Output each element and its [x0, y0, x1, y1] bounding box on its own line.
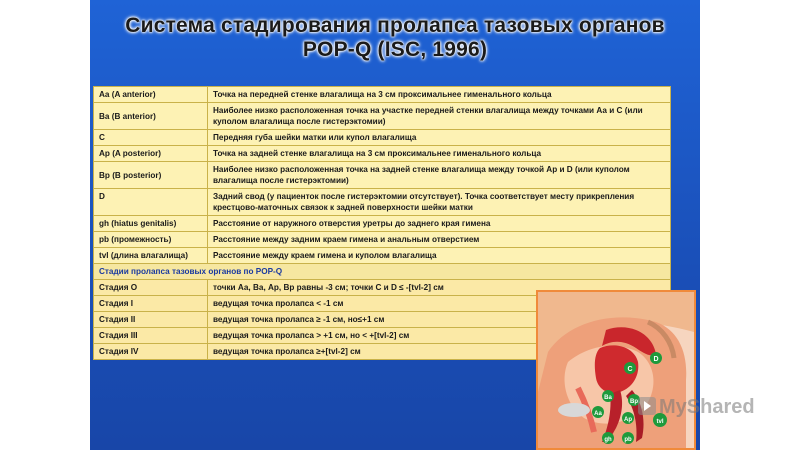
- point-description: Расстояние от наружного отверстия уретры до заднего края гимена: [208, 216, 671, 232]
- stages-heading-row: [94, 264, 671, 280]
- diagram-label: C: [627, 366, 633, 373]
- stage-description: ведущая точка пролапса > +1 см, но < +[tvl-2] см: [208, 328, 671, 344]
- point-description: Расстояние между задним краем гимена и анальным отверстием: [208, 232, 671, 248]
- page-title: [90, 14, 700, 62]
- point-description: Расстояние между краем гимена и куполом влагалища: [208, 248, 671, 264]
- diagram-label: Ba: [604, 395, 612, 401]
- stage-name: Стадия I: [94, 296, 208, 312]
- stage-description: ведущая точка пролапса < -1 см: [208, 296, 671, 312]
- point-name: Ap (A posterior): [94, 146, 208, 162]
- table-row: [94, 216, 671, 232]
- stage-name: Стадия III: [94, 328, 208, 344]
- point-marker-gh: [602, 432, 614, 444]
- point-description: Наиболее низко расположенная точка на задней стенке влагалища между точкой Ар и D (или куполом влагалища после гистерэктомии): [208, 162, 671, 189]
- point-name: D: [94, 189, 208, 216]
- point-description: Точка на задней стенке влагалища на 3 см проксимальнее гименального кольца: [208, 146, 671, 162]
- stages-heading: Стадии пролапса тазовых органов по POP-Q: [94, 264, 671, 280]
- stage-name: Стадия II: [94, 312, 208, 328]
- title-line-2: POP-Q (ISC, 1996): [302, 38, 488, 61]
- point-marker-ba: [602, 390, 614, 402]
- point-description: Передняя губа шейки матки или купол влагалища: [208, 130, 671, 146]
- point-name: Bp (B posterior): [94, 162, 208, 189]
- table-row: [94, 232, 671, 248]
- point-name: tvl (длина влагалища): [94, 248, 208, 264]
- diagram-label: Ap: [624, 417, 632, 423]
- table-row: [94, 248, 671, 264]
- diagram-label: Bp: [630, 399, 638, 405]
- pelvic-anatomy-diagram: [536, 290, 696, 450]
- diagram-point-labels: [538, 292, 694, 448]
- table-row: [94, 87, 671, 103]
- title-line-1: Система стадирования пролапса тазовых органов: [125, 14, 665, 37]
- table-row: [94, 189, 671, 216]
- watermark-text: MyShared: [659, 396, 755, 418]
- diagram-label: tvl: [656, 419, 664, 425]
- point-marker-pb: [622, 432, 634, 444]
- table-row: [94, 162, 671, 189]
- point-marker-c: [624, 362, 636, 374]
- point-description: Задний свод (у пациенток после гистерэктомии отсутствует). Точка соответствует месту прикрепления крестцово-маточных связок к задней поверхности шейки матки: [208, 189, 671, 216]
- point-marker-aa: [592, 406, 604, 418]
- point-marker-ap: [622, 412, 634, 424]
- table-row: [94, 130, 671, 146]
- diagram-label: Aa: [594, 411, 602, 417]
- stage-description: точки Аа, Ва, Ар, Вр равны -3 см; точки С и D ≤ -[tvl-2] см: [208, 280, 671, 296]
- point-marker-d: [650, 352, 662, 364]
- diagram-label: D: [653, 356, 659, 363]
- point-name: gh (hiatus genitalis): [94, 216, 208, 232]
- play-icon: [638, 397, 656, 415]
- stage-description: ведущая точка пролапса ≥ -1 см, но≤+1 см: [208, 312, 671, 328]
- stage-description: ведущая точка пролапса ≥+[tvl-2] см: [208, 344, 671, 360]
- stage-name: Стадия IV: [94, 344, 208, 360]
- point-name: pb (промежность): [94, 232, 208, 248]
- table-row: [94, 146, 671, 162]
- stage-name: Стадия О: [94, 280, 208, 296]
- point-description: Точка на передней стенке влагалища на 3 см проксимальнее гименального кольца: [208, 87, 671, 103]
- diagram-label: pb: [624, 437, 632, 443]
- point-name: Ba (B anterior): [94, 103, 208, 130]
- diagram-label: gh: [604, 437, 612, 443]
- table-row: [94, 103, 671, 130]
- point-name: C: [94, 130, 208, 146]
- watermark: [638, 396, 755, 419]
- point-name: Aa (A anterior): [94, 87, 208, 103]
- point-description: Наиболее низко расположенная точка на участке передней стенки влагалища между точками Аа и С (или куполом влагалища после гистерэктомии): [208, 103, 671, 130]
